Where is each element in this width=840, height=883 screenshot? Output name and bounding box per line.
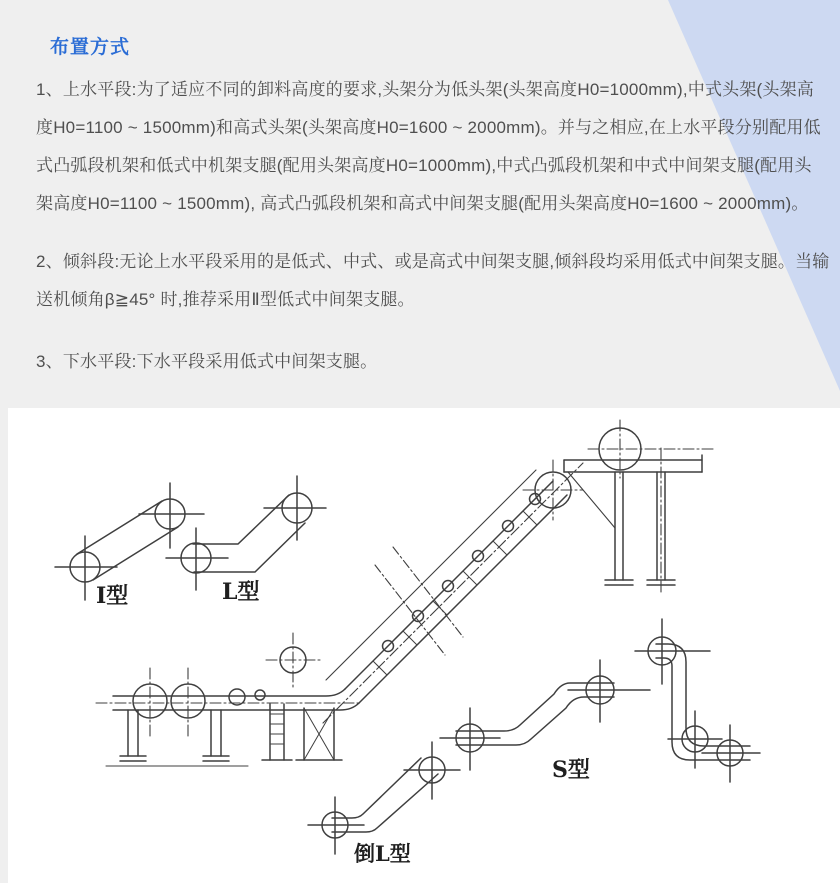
paragraph-2 <box>36 243 832 319</box>
paragraph-1 <box>36 71 832 223</box>
i-type-conveyor <box>55 483 204 600</box>
page-title: 布置方式 <box>50 37 131 58</box>
paragraph-line: 度H0=1100 ~ 1500mm)和高式头架(头架高度H0=1600 ~ 2000mm)。并与之相应,在上水平段分别配用低 <box>36 118 821 137</box>
inverted-l-type-conveyor <box>308 742 460 854</box>
diagram-label-inverted-l-type: 倒L型 <box>354 841 411 866</box>
paragraph-line: 式凸弧段机架和低式中机架支腿(配用头架高度H0=1000mm),中式凸弧段机架和中式中间架支腿(配用头 <box>36 156 812 175</box>
conveyor-diagram <box>8 408 840 883</box>
paragraph-3 <box>36 343 832 381</box>
paragraph-line: 2、倾斜段:无论上水平段采用的是低式、中式、或是高式中间架支腿,倾斜段均采用低式中间架支腿。当输 <box>36 252 830 271</box>
paragraph-line: 架高度H0=1100 ~ 1500mm), 高式凸弧段机架和高式中间架支腿(配用头架高度H0=1600 ~ 2000mm)。 <box>36 194 809 213</box>
diagram-panel <box>8 408 840 883</box>
paragraph-line: 1、上水平段:为了适应不同的卸料高度的要求,头架分为低头架(头架高度H0=1000mm),中式头架(头架高 <box>36 80 815 99</box>
paragraph-line: 送机倾角β≧45° 时,推荐采用Ⅱ型低式中间架支腿。 <box>36 290 415 309</box>
paragraph-line: 3、下水平段:下水平段采用低式中间架支腿。 <box>36 352 378 371</box>
z-type-conveyor <box>635 619 760 782</box>
s-type-conveyor <box>440 660 650 770</box>
diagram-label-i-type: I型 <box>96 583 129 609</box>
main-conveyor-drawing <box>96 420 714 766</box>
l-type-conveyor <box>166 476 326 590</box>
diagram-label-l-type: L型 <box>222 579 260 605</box>
diagram-label-s-type: S型 <box>552 757 590 783</box>
